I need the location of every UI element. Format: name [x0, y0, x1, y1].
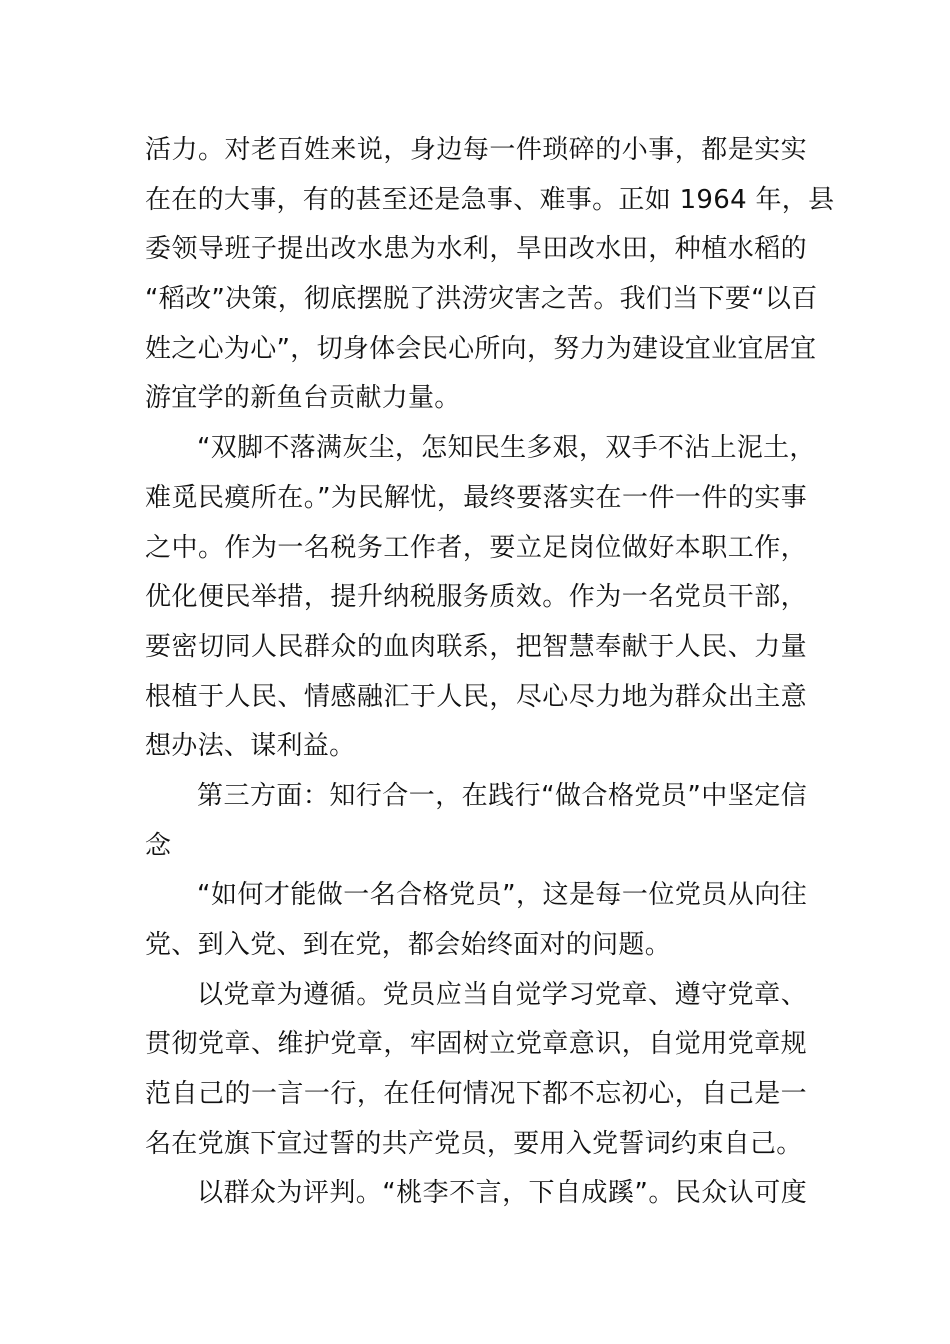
text-line: 根植于人民、情感融汇于人民，尽心尽力地为群众出主意 — [145, 681, 807, 712]
section-heading-line: 念 — [145, 830, 172, 861]
text-line: “双脚不落满灰尘，怎知民生多艰，双手不沾上泥土， — [197, 433, 816, 464]
text-line: 要密切同人民群众的血肉联系，把智慧奉献于人民、力量 — [145, 631, 807, 662]
text-line: 游宜学的新鱼台贡献力量。 — [145, 383, 461, 414]
text-line: 党、到入党、到在党，都会始终面对的问题。 — [145, 930, 672, 960]
text-line: 贯彻党章、维护党章，牢固树立党章意识，自觉用党章规 — [145, 1029, 807, 1060]
text-line: 以党章为遵循。党员应当自觉学习党章、遵守党章、 — [197, 979, 807, 1010]
text-line: 活力。对老百姓来说，身边每一件琐碎的小事，都是实实 — [145, 135, 807, 165]
text-line: 难觅民瘼所在。”为民解忧，最终要落实在一件一件的实事 — [145, 482, 807, 513]
text-line: 想办法、谋利益。 — [145, 731, 356, 762]
text-line: “如何才能做一名合格党员”，这是每一位党员从向往 — [197, 880, 807, 911]
document-body — [145, 126, 835, 1219]
text-line: 范自己的一言一行，在任何情况下都不忘初心，自己是一 — [145, 1079, 807, 1110]
section-heading-line: 第三方面：知行合一，在践行“做合格党员”中坚定信 — [197, 780, 807, 811]
text-line: 名在党旗下宣过誓的共产党员，要用入党誓词约束自己。 — [145, 1128, 803, 1159]
text-line: 以群众为评判。“桃李不言，下自成蹊”。民众认可度 — [197, 1178, 807, 1209]
text-line: 姓之心为心”，切身体会民心所向，努力为建设宜业宜居宜 — [145, 333, 817, 364]
text-line: 在在的大事，有的甚至还是急事、难事。正如 1964 年，县 — [145, 184, 835, 215]
text-line: 优化便民举措，提升纳税服务质效。作为一名党员干部， — [145, 582, 807, 613]
text-line: “稻改”决策，彻底摆脱了洪涝灾害之苦。我们当下要“以百 — [145, 284, 818, 315]
text-line: 之中。作为一名税务工作者，要立足岗位做好本职工作， — [145, 532, 807, 563]
text-line: 委领导班子提出改水患为水利，旱田改水田，种植水稻的 — [145, 234, 807, 265]
